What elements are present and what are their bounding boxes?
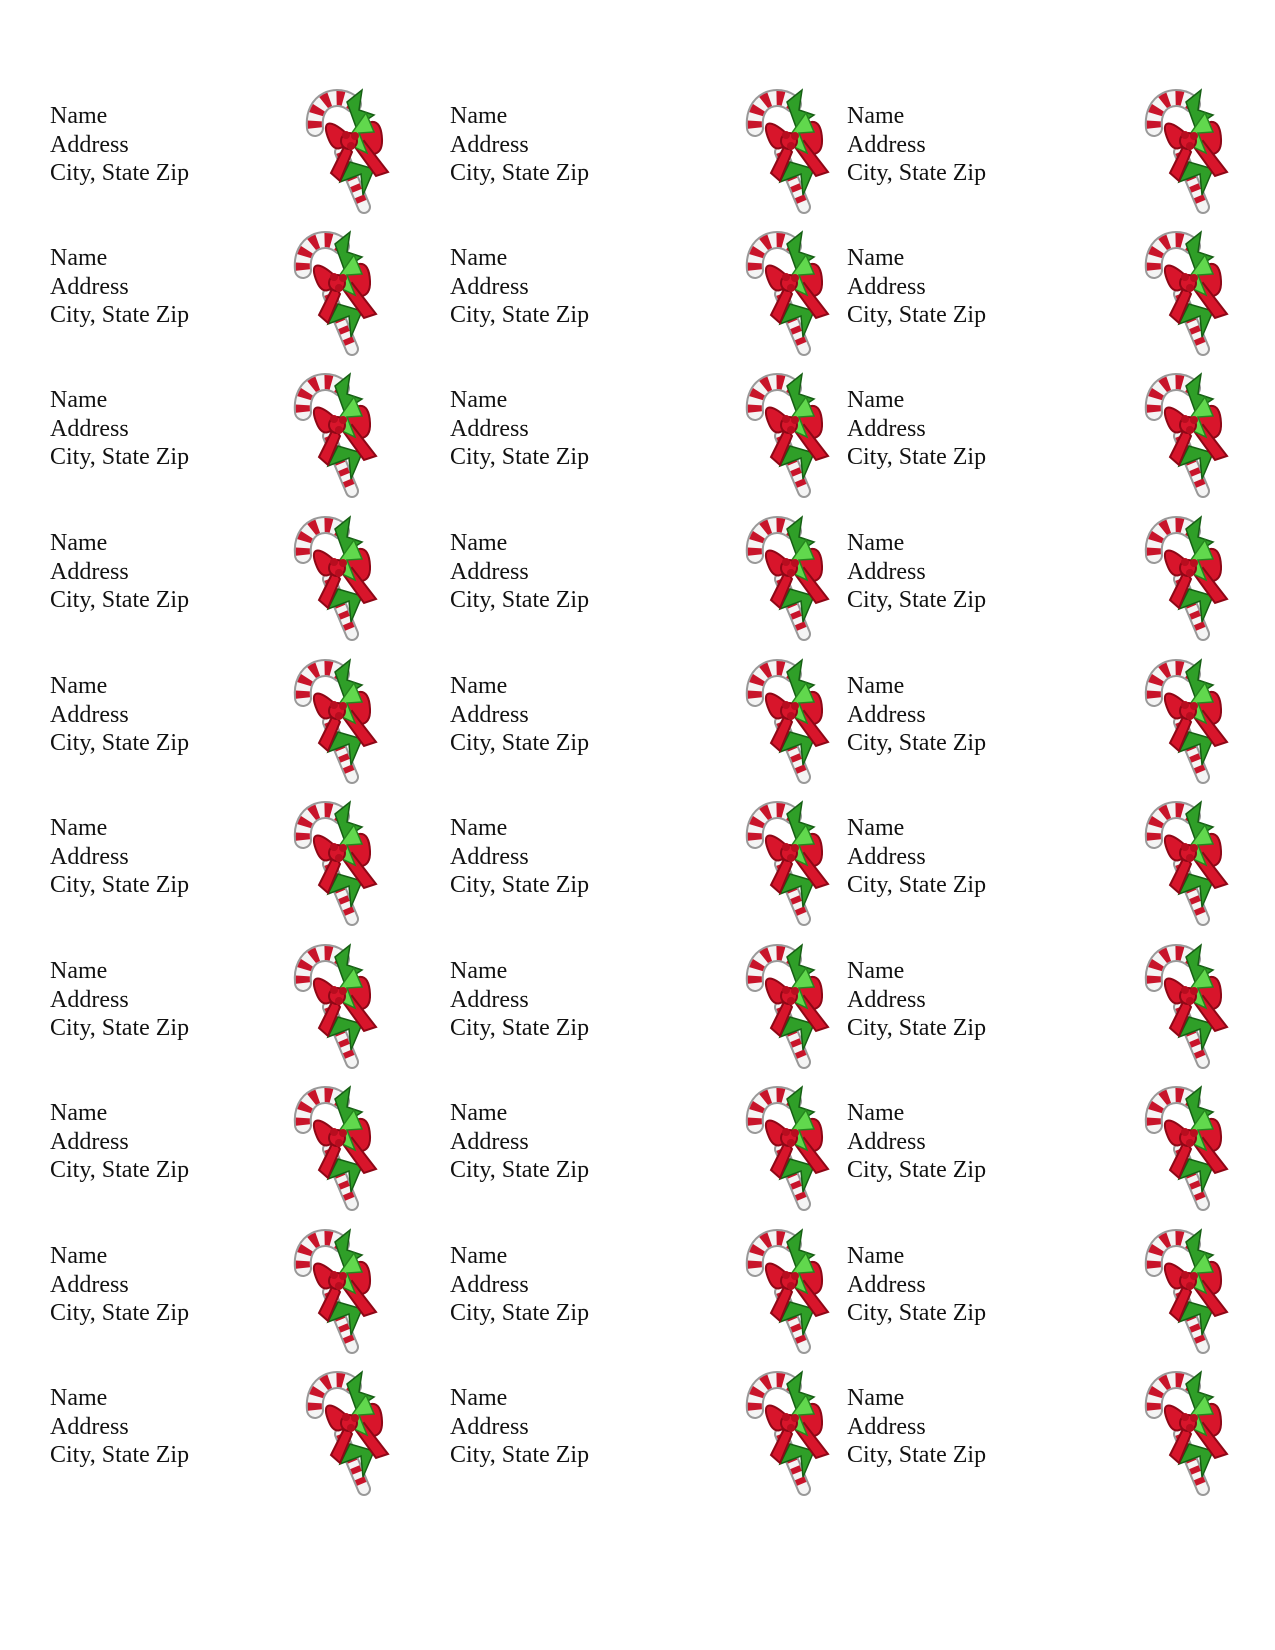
candy-cane-icon xyxy=(738,227,838,357)
address-text xyxy=(847,1099,986,1185)
name-line: Name xyxy=(50,1100,108,1126)
address-text xyxy=(50,672,189,758)
name-line: Name xyxy=(450,673,508,699)
address-line: Address xyxy=(847,1128,926,1155)
address-label xyxy=(847,1367,1217,1507)
address-text xyxy=(450,102,589,188)
name-line: Name xyxy=(50,1385,108,1411)
candy-cane-icon xyxy=(286,940,386,1070)
candy-cane-icon xyxy=(738,512,838,642)
candy-cane-icon xyxy=(738,1367,838,1497)
candy-cane-icon xyxy=(1137,797,1237,927)
address-label xyxy=(450,1225,820,1365)
name-line: Name xyxy=(50,387,108,413)
address-text xyxy=(450,957,589,1043)
address-line: Address xyxy=(50,1128,129,1155)
candy-cane-icon xyxy=(1137,1082,1237,1212)
address-line: Address xyxy=(450,1128,529,1155)
address-line: Address xyxy=(847,843,926,870)
candy-cane-icon xyxy=(286,655,386,785)
city-state-zip-line: City, State Zip xyxy=(50,730,190,756)
address-label xyxy=(847,1225,1217,1365)
address-text xyxy=(847,386,986,472)
name-line: Name xyxy=(50,673,108,699)
address-line: Address xyxy=(450,415,529,442)
city-state-zip-line: City, State Zip xyxy=(847,1300,987,1326)
address-label xyxy=(50,1082,420,1222)
address-label xyxy=(847,655,1217,795)
address-text xyxy=(450,1384,589,1470)
name-line: Name xyxy=(847,1385,905,1411)
candy-cane-icon xyxy=(1137,512,1237,642)
candy-cane-icon xyxy=(738,1225,838,1355)
name-line: Name xyxy=(450,1385,508,1411)
address-line: Address xyxy=(450,273,529,300)
address-line: Address xyxy=(847,131,926,158)
candy-cane-icon xyxy=(286,797,386,927)
address-text xyxy=(50,1099,189,1185)
city-state-zip-line: City, State Zip xyxy=(847,1015,987,1041)
candy-cane-icon xyxy=(1137,655,1237,785)
city-state-zip-line: City, State Zip xyxy=(50,160,190,186)
name-line: Name xyxy=(50,1243,108,1269)
city-state-zip-line: City, State Zip xyxy=(847,1442,987,1468)
candy-cane-icon xyxy=(286,227,386,357)
address-label xyxy=(450,1367,820,1507)
city-state-zip-line: City, State Zip xyxy=(50,1300,190,1326)
candy-cane-icon xyxy=(738,655,838,785)
name-line: Name xyxy=(847,1243,905,1269)
address-label xyxy=(450,655,820,795)
address-text xyxy=(50,957,189,1043)
name-line: Name xyxy=(847,387,905,413)
city-state-zip-line: City, State Zip xyxy=(50,1015,190,1041)
candy-cane-icon xyxy=(1137,369,1237,499)
city-state-zip-line: City, State Zip xyxy=(450,872,590,898)
address-line: Address xyxy=(450,1413,529,1440)
address-line: Address xyxy=(50,701,129,728)
address-line: Address xyxy=(847,986,926,1013)
candy-cane-icon xyxy=(1137,1367,1237,1497)
name-line: Name xyxy=(450,103,508,129)
address-line: Address xyxy=(847,273,926,300)
address-label xyxy=(50,1367,420,1507)
city-state-zip-line: City, State Zip xyxy=(450,160,590,186)
candy-cane-icon xyxy=(286,1082,386,1212)
name-line: Name xyxy=(50,530,108,556)
city-state-zip-line: City, State Zip xyxy=(847,302,987,328)
address-line: Address xyxy=(450,986,529,1013)
address-text xyxy=(50,1242,189,1328)
name-line: Name xyxy=(50,958,108,984)
address-line: Address xyxy=(50,273,129,300)
address-text xyxy=(847,1242,986,1328)
address-label xyxy=(847,369,1217,509)
candy-cane-icon xyxy=(298,1367,398,1497)
city-state-zip-line: City, State Zip xyxy=(847,1157,987,1183)
address-label xyxy=(450,1082,820,1222)
city-state-zip-line: City, State Zip xyxy=(847,160,987,186)
address-text xyxy=(450,529,589,615)
name-line: Name xyxy=(847,530,905,556)
name-line: Name xyxy=(450,815,508,841)
candy-cane-icon xyxy=(298,85,398,215)
candy-cane-icon xyxy=(286,369,386,499)
name-line: Name xyxy=(450,530,508,556)
address-label xyxy=(847,1082,1217,1222)
city-state-zip-line: City, State Zip xyxy=(50,302,190,328)
address-label xyxy=(50,227,420,367)
address-text xyxy=(847,814,986,900)
candy-cane-icon xyxy=(738,1082,838,1212)
city-state-zip-line: City, State Zip xyxy=(50,872,190,898)
address-line: Address xyxy=(50,986,129,1013)
name-line: Name xyxy=(847,103,905,129)
address-text xyxy=(50,814,189,900)
address-text xyxy=(50,102,189,188)
city-state-zip-line: City, State Zip xyxy=(847,730,987,756)
address-line: Address xyxy=(50,415,129,442)
address-text xyxy=(847,957,986,1043)
address-label xyxy=(450,940,820,1080)
name-line: Name xyxy=(847,815,905,841)
address-text xyxy=(847,529,986,615)
name-line: Name xyxy=(847,958,905,984)
address-label xyxy=(847,227,1217,367)
candy-cane-icon xyxy=(1137,85,1237,215)
address-label xyxy=(450,512,820,652)
address-line: Address xyxy=(847,1413,926,1440)
address-line: Address xyxy=(50,131,129,158)
city-state-zip-line: City, State Zip xyxy=(847,444,987,470)
address-text xyxy=(847,102,986,188)
address-text xyxy=(50,244,189,330)
candy-cane-icon xyxy=(738,940,838,1070)
address-line: Address xyxy=(847,701,926,728)
name-line: Name xyxy=(847,673,905,699)
candy-cane-icon xyxy=(738,369,838,499)
address-line: Address xyxy=(450,131,529,158)
city-state-zip-line: City, State Zip xyxy=(50,587,190,613)
candy-cane-icon xyxy=(1137,227,1237,357)
name-line: Name xyxy=(50,245,108,271)
address-text xyxy=(450,672,589,758)
address-line: Address xyxy=(450,1271,529,1298)
address-text xyxy=(450,1242,589,1328)
city-state-zip-line: City, State Zip xyxy=(450,730,590,756)
address-text xyxy=(50,386,189,472)
address-line: Address xyxy=(50,1413,129,1440)
address-text xyxy=(450,1099,589,1185)
name-line: Name xyxy=(847,1100,905,1126)
candy-cane-icon xyxy=(1137,940,1237,1070)
candy-cane-icon xyxy=(286,512,386,642)
candy-cane-icon xyxy=(738,85,838,215)
city-state-zip-line: City, State Zip xyxy=(450,444,590,470)
city-state-zip-line: City, State Zip xyxy=(50,1157,190,1183)
address-label xyxy=(50,1225,420,1365)
address-label xyxy=(847,512,1217,652)
address-line: Address xyxy=(50,558,129,585)
address-label xyxy=(450,369,820,509)
address-label xyxy=(450,227,820,367)
address-label xyxy=(847,940,1217,1080)
address-label xyxy=(847,85,1217,225)
address-line: Address xyxy=(847,1271,926,1298)
city-state-zip-line: City, State Zip xyxy=(847,587,987,613)
name-line: Name xyxy=(50,103,108,129)
city-state-zip-line: City, State Zip xyxy=(450,587,590,613)
address-text xyxy=(847,672,986,758)
name-line: Name xyxy=(450,1100,508,1126)
address-text xyxy=(450,386,589,472)
city-state-zip-line: City, State Zip xyxy=(450,1015,590,1041)
address-label xyxy=(50,512,420,652)
address-line: Address xyxy=(450,558,529,585)
name-line: Name xyxy=(450,958,508,984)
city-state-zip-line: City, State Zip xyxy=(847,872,987,898)
address-label xyxy=(50,940,420,1080)
address-line: Address xyxy=(50,1271,129,1298)
address-text xyxy=(847,1384,986,1470)
city-state-zip-line: City, State Zip xyxy=(450,302,590,328)
city-state-zip-line: City, State Zip xyxy=(450,1300,590,1326)
city-state-zip-line: City, State Zip xyxy=(450,1157,590,1183)
address-label xyxy=(50,797,420,937)
address-text xyxy=(450,814,589,900)
address-text xyxy=(50,1384,189,1470)
name-line: Name xyxy=(50,815,108,841)
address-line: Address xyxy=(450,701,529,728)
address-text xyxy=(50,529,189,615)
address-label xyxy=(450,797,820,937)
address-line: Address xyxy=(50,843,129,870)
city-state-zip-line: City, State Zip xyxy=(50,444,190,470)
name-line: Name xyxy=(450,1243,508,1269)
candy-cane-icon xyxy=(286,1225,386,1355)
address-text xyxy=(847,244,986,330)
name-line: Name xyxy=(450,387,508,413)
name-line: Name xyxy=(450,245,508,271)
name-line: Name xyxy=(847,245,905,271)
city-state-zip-line: City, State Zip xyxy=(450,1442,590,1468)
candy-cane-icon xyxy=(1137,1225,1237,1355)
address-label xyxy=(50,655,420,795)
address-line: Address xyxy=(847,415,926,442)
address-label xyxy=(50,369,420,509)
address-line: Address xyxy=(847,558,926,585)
city-state-zip-line: City, State Zip xyxy=(50,1442,190,1468)
candy-cane-icon xyxy=(738,797,838,927)
address-line: Address xyxy=(450,843,529,870)
address-label xyxy=(847,797,1217,937)
address-label xyxy=(50,85,420,225)
address-text xyxy=(450,244,589,330)
address-label xyxy=(450,85,820,225)
